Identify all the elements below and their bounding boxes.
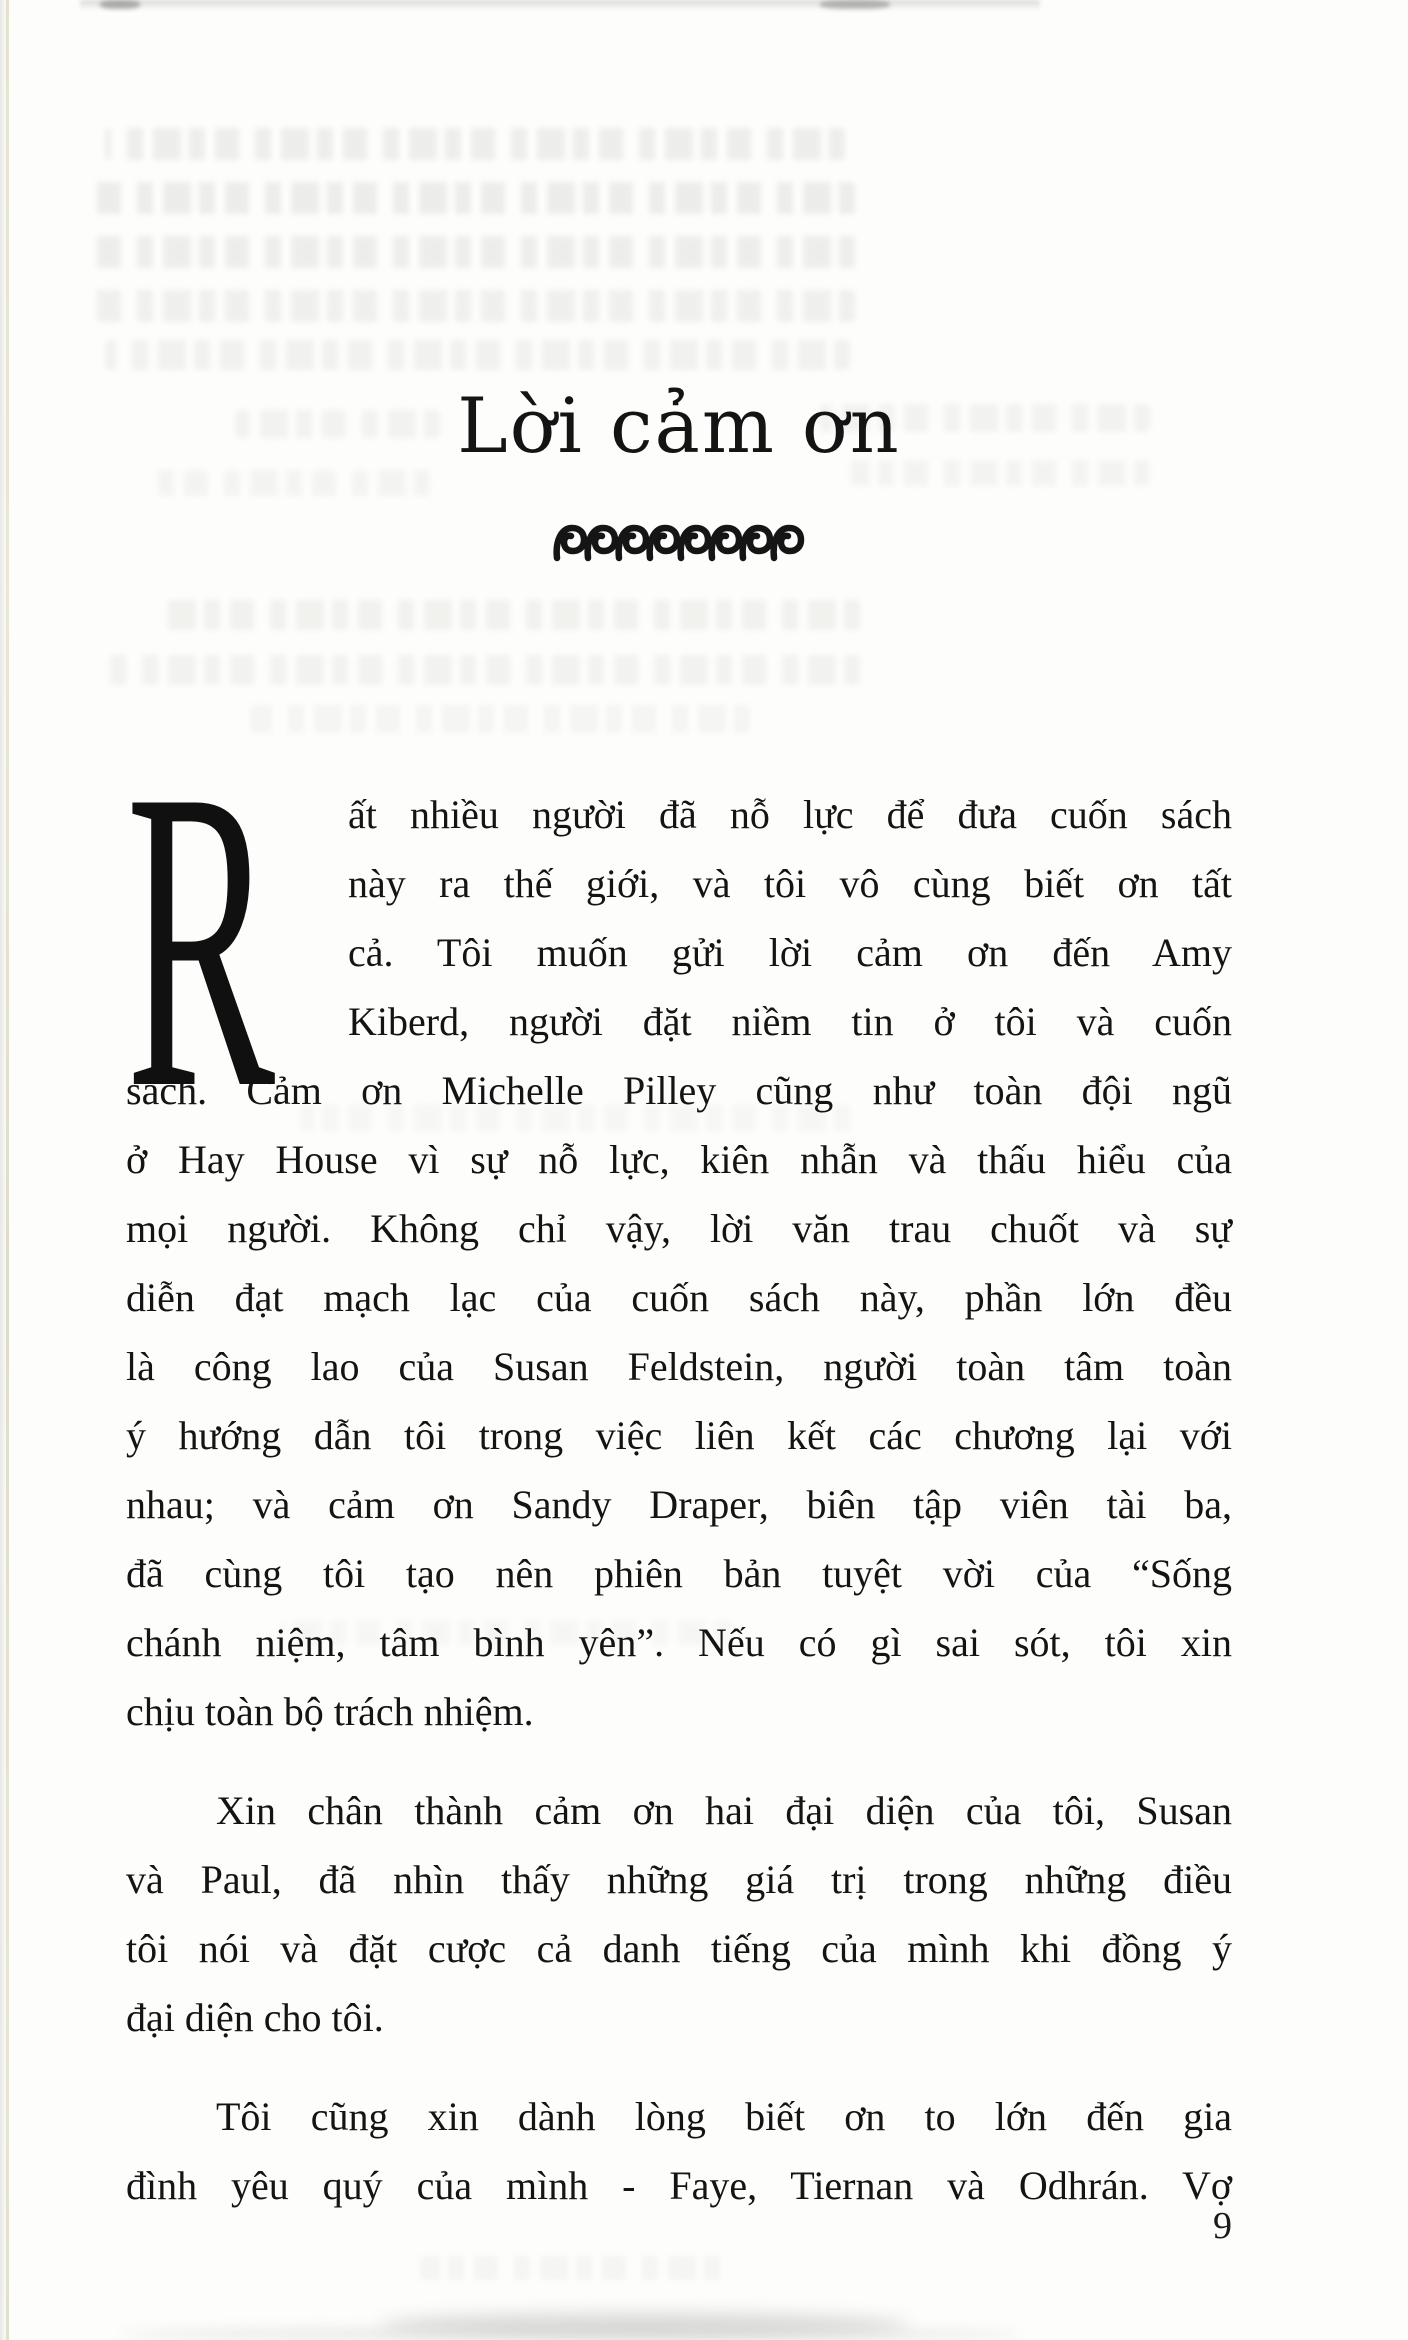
scan-mark [820, 0, 890, 9]
bleed-through-ghost-line [95, 290, 855, 322]
text-line: Kiberd, người đặt niềm tin ở tôi và cuốn [348, 999, 1232, 1044]
text-line: này ra thế giới, và tôi vô cùng biết ơn tất [348, 861, 1232, 906]
paragraph [126, 702, 1232, 1746]
paragraph [126, 2082, 1232, 2220]
bleed-through-ghost-line [110, 655, 860, 685]
text-line: là công lao của Susan Feldstein, người toàn tâm toàn [126, 1344, 1232, 1389]
text-line: tôi nói và đặt cược cả danh tiếng của mình khi đồng ý [126, 1926, 1232, 1971]
text-line: và Paul, đã nhìn thấy những giá trị trong những điều [126, 1857, 1232, 1902]
text-line: Tôi cũng xin dành lòng biết ơn to lớn đến gia [216, 2094, 1232, 2139]
chapter-header [126, 381, 1232, 571]
text-line: ở Hay House vì sự nỗ lực, kiên nhẫn và thấu hiểu của [126, 1137, 1232, 1182]
bleed-through-ghost-line [250, 705, 750, 733]
scan-shadow-top [80, 0, 1040, 10]
bleed-through-ghost-line [105, 128, 845, 160]
text-line: sách. Cảm ơn Michelle Pilley cũng như toàn đội ngũ [126, 1068, 1232, 1113]
body-text [126, 702, 1232, 2220]
text-line: nhau; và cảm ơn Sandy Draper, biên tập viên tài ba, [126, 1482, 1232, 1527]
spiral-chain-ornament-icon [126, 522, 1232, 571]
text-line: chịu toàn bộ trách nhiệm. [126, 1689, 534, 1734]
bleed-through-ghost-line [90, 236, 855, 268]
scan-mark [100, 0, 140, 9]
paragraph [126, 1776, 1232, 2052]
text-line: ất nhiều người đã nỗ lực để đưa cuốn sách [348, 792, 1232, 837]
bleed-through-ghost-line [105, 340, 850, 370]
text-line: đại diện cho tôi. [126, 1995, 384, 2040]
text-line: ý hướng dẫn tôi trong việc liên kết các chương lại với [126, 1413, 1232, 1458]
bleed-through-ghost-line [95, 182, 855, 214]
page-number: 9 [1213, 2205, 1232, 2247]
scan-smudge [120, 2326, 1020, 2340]
drop-cap [126, 702, 348, 1178]
chapter-title: Lời cảm ơn [457, 381, 901, 470]
drop-cap-letter: R [126, 702, 276, 1178]
spine-line [6, 0, 9, 2340]
text-line: đã cùng tôi tạo nên phiên bản tuyệt vời của “Sống [126, 1551, 1232, 1596]
text-line: đình yêu quý của mình - Faye, Tiernan và Odhrán. Vợ [126, 2163, 1232, 2208]
text-line: Xin chân thành cảm ơn hai đại diện của tôi, Susan [216, 1788, 1232, 1833]
text-line: diễn đạt mạch lạc của cuốn sách này, phần lớn đều [126, 1275, 1232, 1320]
bleed-through-ghost-line [420, 2256, 720, 2280]
text-line: cả. Tôi muốn gửi lời cảm ơn đến Amy [348, 930, 1232, 975]
text-line: chánh niệm, tâm bình yên”. Nếu có gì sai sót, tôi xin [126, 1620, 1232, 1665]
text-line: mọi người. Không chỉ vậy, lời văn trau chuốt và sự [126, 1206, 1232, 1251]
bleed-through-ghost-line [160, 600, 860, 630]
